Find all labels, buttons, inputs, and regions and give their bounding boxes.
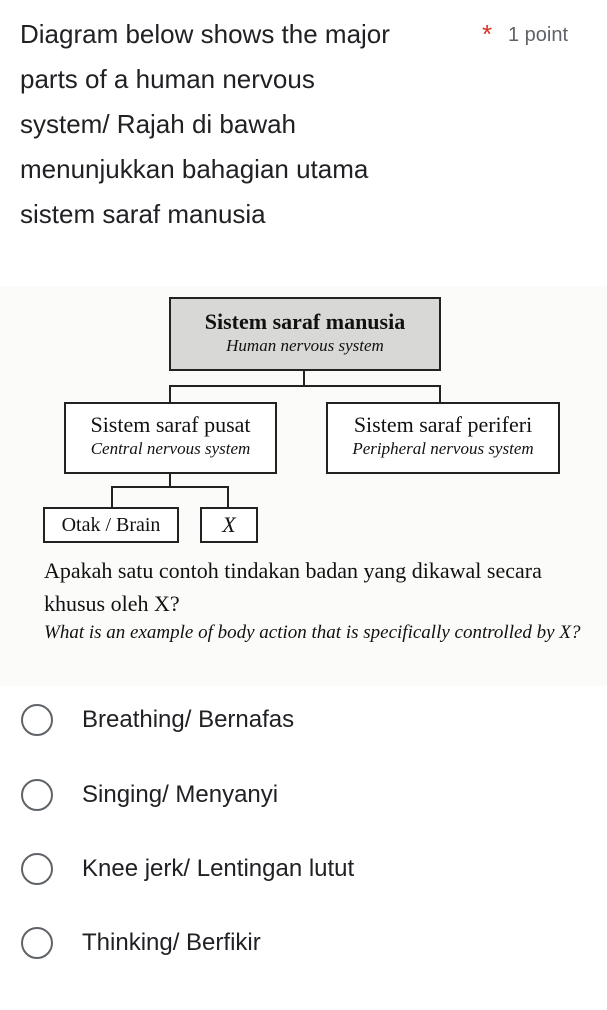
- node-label-en: Human nervous system: [226, 336, 384, 355]
- connector-line: [169, 385, 171, 402]
- question-title-line: menunjukkan bahagian utama: [20, 154, 369, 184]
- node-label-en: Central nervous system: [90, 439, 251, 458]
- node-central-nervous-system: [64, 402, 277, 474]
- node-label: X: [222, 512, 236, 537]
- node-label-ms: Sistem saraf pusat: [90, 412, 251, 437]
- connector-line: [111, 486, 229, 488]
- option-breathing[interactable]: [0, 693, 607, 753]
- connector-line: [169, 385, 441, 387]
- connector-line: [303, 371, 305, 386]
- option-label: Breathing/ Bernafas: [82, 706, 295, 733]
- connector-line: [111, 486, 113, 507]
- node-label-ms: Sistem saraf manusia: [204, 309, 406, 334]
- node-human-nervous-system: [169, 297, 441, 371]
- connector-line: [227, 486, 229, 507]
- node-peripheral-nervous-system: [326, 402, 560, 474]
- question-image: [0, 286, 607, 686]
- node-label: Otak / Brain: [61, 514, 161, 536]
- node-label-ms: Sistem saraf periferi: [353, 412, 533, 437]
- radio-button[interactable]: [21, 704, 53, 736]
- option-label: Thinking/ Berfikir: [82, 929, 261, 956]
- question-title: [20, 12, 460, 237]
- node-brain: [43, 507, 179, 543]
- connector-line: [439, 385, 441, 402]
- points-label: 1 point: [508, 24, 569, 46]
- question-title-line: sistem saraf manusia: [20, 199, 266, 229]
- option-singing[interactable]: [0, 768, 607, 828]
- question-title-line: system/ Rajah di bawah: [20, 109, 297, 139]
- radio-button[interactable]: [21, 927, 53, 959]
- node-label-en: Peripheral nervous system: [352, 439, 534, 458]
- radio-button[interactable]: [21, 853, 53, 885]
- option-thinking[interactable]: [0, 916, 607, 976]
- option-label: Knee jerk/ Lentingan lutut: [82, 855, 355, 882]
- question-title-line: Diagram below shows the major: [20, 19, 390, 49]
- radio-button[interactable]: [21, 779, 53, 811]
- option-label: Singing/ Menyanyi: [82, 781, 279, 808]
- question-title-line: parts of a human nervous: [20, 64, 315, 94]
- option-knee-jerk[interactable]: [0, 842, 607, 902]
- image-question-malay: Apakah satu contoh tindakan badan yang dikawal secara khusus oleh X?: [44, 558, 542, 616]
- required-asterisk: *: [482, 19, 493, 49]
- image-question-english: What is an example of body action that is specifically controlled by X?: [44, 622, 581, 643]
- node-x: [200, 507, 258, 543]
